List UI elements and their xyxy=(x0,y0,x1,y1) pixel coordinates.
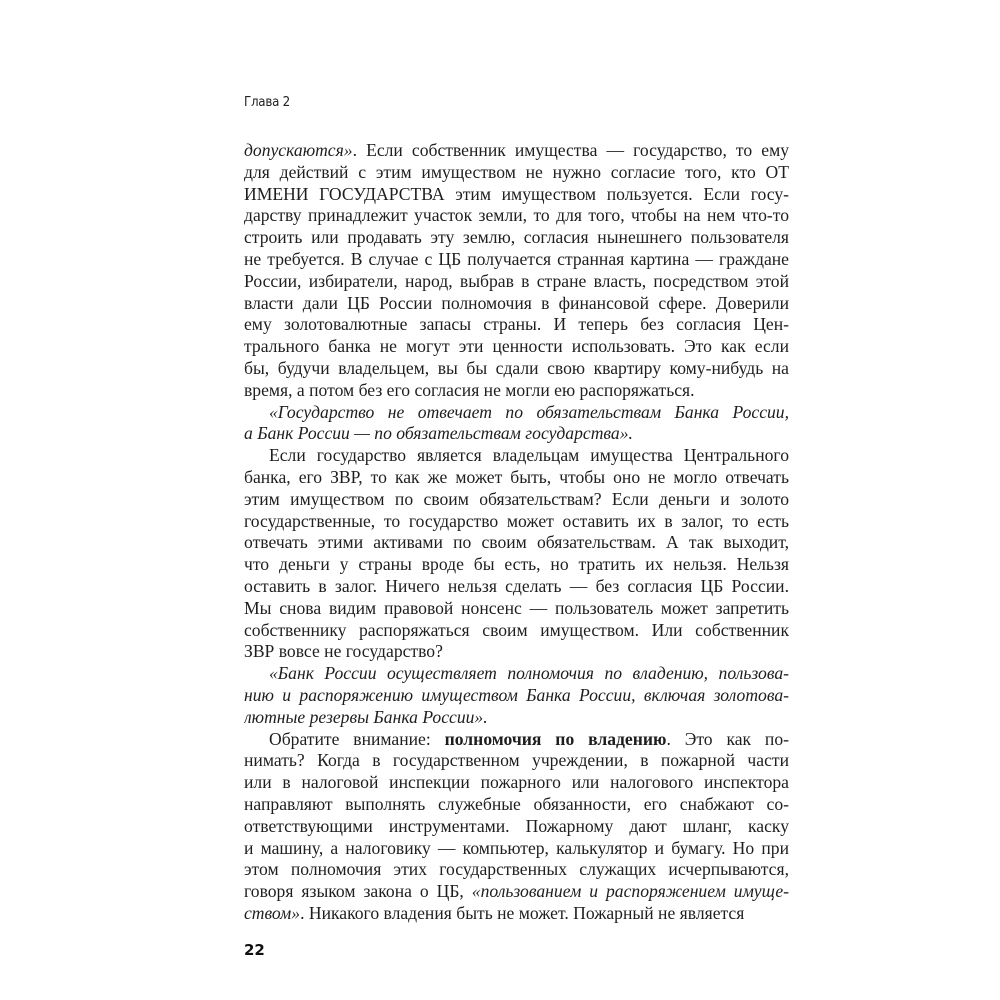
italic-quote: лютные резервы Банка России». xyxy=(244,706,488,727)
text-line xyxy=(244,576,789,598)
text-segment: . Никакого владения быть не может. Пожарный не является xyxy=(300,902,745,923)
text-line xyxy=(244,162,789,184)
chapter-header: Глава 2 xyxy=(244,94,290,110)
text-segment: нимать? Когда в государственном учреждении, в пожарной части xyxy=(244,750,789,771)
bold-emphasis: полномочия по владению xyxy=(444,728,667,749)
text-line xyxy=(244,511,789,533)
text-line xyxy=(244,750,789,772)
text-line xyxy=(244,293,789,315)
text-segment: или в налоговой инспекции пожарного или налогового инспектора xyxy=(244,772,789,793)
text-line xyxy=(244,663,789,685)
italic-quote: «пользованием и распоряжением имуще- xyxy=(471,881,789,902)
text-line xyxy=(244,903,789,925)
page-number: 22 xyxy=(244,941,265,959)
text-line xyxy=(244,205,789,227)
text-segment: направляют выполнять служебные обязанности, его снабжают со- xyxy=(244,793,789,814)
text-line xyxy=(244,489,789,511)
text-line xyxy=(244,532,789,554)
text-line xyxy=(244,271,789,293)
text-segment: что деньги у страны вроде бы есть, но тратить их нельзя. Нельзя xyxy=(244,554,789,575)
text-line xyxy=(244,358,789,380)
text-line xyxy=(244,184,789,206)
text-segment: строить или продавать эту землю, согласия нынешнего пользователя xyxy=(244,227,789,248)
text-segment: Если государство является владельцам имущества Центрального xyxy=(269,445,789,466)
text-line xyxy=(244,227,789,249)
italic-quote: нию и распоряжению имуществом Банка России, включая золотова- xyxy=(244,684,789,705)
text-line xyxy=(244,314,789,336)
text-segment: ответствующими инструментами. Пожарному дают шланг, каску xyxy=(244,815,789,836)
text-segment: трального банка не могут эти ценности использовать. Это как если xyxy=(244,336,789,357)
text-segment: и машину, а налоговику — компьютер, калькулятор и бумагу. Но при xyxy=(244,837,789,858)
paragraph xyxy=(244,402,789,446)
text-segment: Обратите внимание: xyxy=(269,728,445,749)
paragraph xyxy=(244,729,789,925)
text-segment: для действий с этим имуществом не нужно согласие того, кто ОТ xyxy=(244,161,789,182)
text-segment: государственные, то государство может оставить их в залог, то есть xyxy=(244,510,789,531)
text-segment: говоря языком закона о ЦБ, xyxy=(244,881,472,902)
text-segment: отвечать этими активами по своим обязательствам. А так выходит, xyxy=(244,532,789,553)
paragraph xyxy=(244,140,789,402)
text-segment: этим имуществом по своим обязательствам? Если деньги и золото xyxy=(244,488,789,509)
text-segment: ему золотовалютные запасы страны. И теперь без согласия Цен- xyxy=(244,314,789,335)
text-segment: ИМЕНИ ГОСУДАРСТВА этим имуществом пользуется. Если госу- xyxy=(244,183,789,204)
text-line xyxy=(244,249,789,271)
italic-quote: допускаются» xyxy=(244,140,353,160)
text-segment: банка, его ЗВР, то как же может быть, чтобы оно не могло отвечать xyxy=(244,466,789,487)
text-segment: не требуется. В случае с ЦБ получается странная картина — граждане xyxy=(244,248,789,269)
text-segment: собственнику распоряжаться своим имуществом. Или собственник xyxy=(244,619,789,640)
text-line xyxy=(244,707,789,729)
text-segment: дарству принадлежит участок земли, то для того, чтобы на нем что-то xyxy=(244,205,789,226)
text-line xyxy=(244,380,789,402)
text-segment: бы, будучи владельцем, вы бы сдали свою квартиру кому-нибудь на xyxy=(244,357,789,378)
text-segment: власти дали ЦБ России полномочия в финансовой сфере. Доверили xyxy=(244,292,789,313)
text-segment: России, избиратели, народ, выбрав в стране власть, посредством этой xyxy=(244,270,789,291)
text-segment: Мы снова видим правовой нонсенс — пользователь может запретить xyxy=(244,597,789,618)
paragraph xyxy=(244,663,789,728)
text-segment: . Это как по- xyxy=(666,728,789,749)
text-segment: ЗВР вовсе не государство? xyxy=(244,641,443,662)
text-line xyxy=(244,445,789,467)
text-line xyxy=(244,772,789,794)
text-segment: . Если собственник имущества — государство, то ему xyxy=(352,140,789,160)
text-line xyxy=(244,402,789,424)
text-line xyxy=(244,816,789,838)
paragraph xyxy=(244,445,789,663)
text-line xyxy=(244,423,789,445)
text-line xyxy=(244,729,789,751)
text-segment: этом полномочия этих государственных служащих исчерпываются, xyxy=(244,859,789,880)
text-line xyxy=(244,554,789,576)
text-line xyxy=(244,140,789,162)
italic-quote: а Банк России — по обязательствам государства». xyxy=(244,423,633,444)
italic-quote: «Государство не отвечает по обязательствам Банка России, xyxy=(269,401,789,422)
text-line xyxy=(244,336,789,358)
text-line xyxy=(244,467,789,489)
text-line xyxy=(244,881,789,903)
italic-quote: ством» xyxy=(244,902,301,923)
body-text xyxy=(244,140,789,925)
text-segment: время, а потом без его согласия не могли ею распоряжаться. xyxy=(244,379,695,400)
text-line xyxy=(244,641,789,663)
text-line xyxy=(244,620,789,642)
text-line xyxy=(244,859,789,881)
text-segment: оставить в залог. Ничего нельзя сделать — без согласия ЦБ России. xyxy=(244,575,789,596)
text-line xyxy=(244,794,789,816)
text-line xyxy=(244,685,789,707)
text-line xyxy=(244,838,789,860)
text-line xyxy=(244,598,789,620)
italic-quote: «Банк России осуществляет полномочия по владению, пользова- xyxy=(269,663,789,684)
